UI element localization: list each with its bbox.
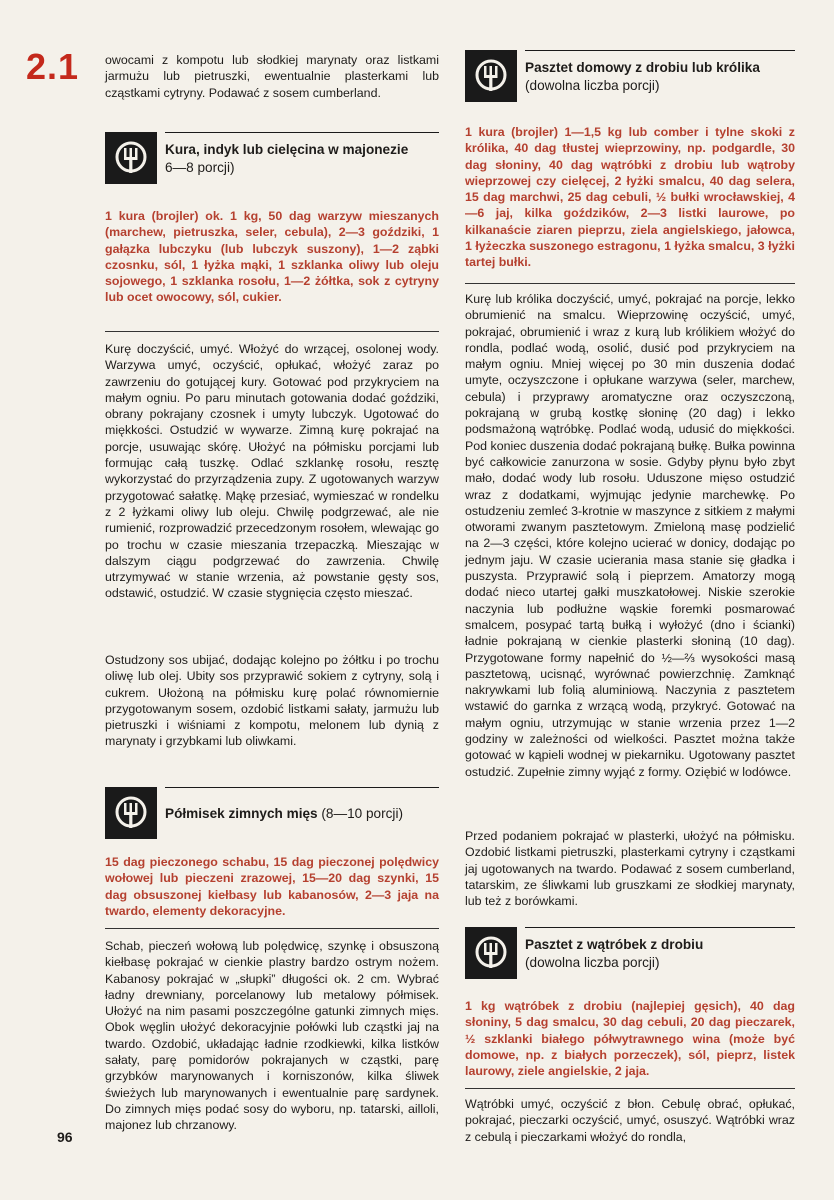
- recipe-title: Pasztet domowy z drobiu lub królika: [525, 60, 760, 75]
- recipe-method: Przed podaniem pokrajać w plasterki, ułożyć na półmisku. Ozdobić listkami pietruszki, plasterkami cytryny i cząstkami jaj ugotowanych na twardo. Podawać z sosem cumberland, tatarskim, ze śliwkami lub gruszkami ze słodkiej marynaty, lub też z borówkami.: [465, 829, 795, 909]
- fork-plate-icon: [465, 927, 517, 979]
- recipe-title: Półmisek zimnych mięs (8—10 porcji): [165, 806, 403, 821]
- recipe-method: Ostudzony sos ubijać, dodając kolejno po żółtku i po trochu oliwę lub olej. Ubity sos przyprawić sokiem z cytryny, solą i cukrem. Ułożoną na półmisku kurę polać równomiernie przygotowanym sosem, ozdobić listkami sałaty, jarmużu lub pietruszki i wiśniami z kompotu, melonem lub dynią z marynaty i grzybkami lub oliwkami.: [105, 653, 439, 749]
- recipe-header-pasztet-watrobek: [465, 927, 795, 979]
- recipe-header-polmisek: [105, 787, 439, 839]
- recipe-ingredients: 1 kura (brojler) 1—1,5 kg lub comber i tylne skoki z królika, 40 dag tłustej wieprzowiny, np. podgardle, 30 dag słoniny, 40 dag wątróbki z drobiu lub wątroby wieprzowej czy cielęcej, 2 łyżki smalcu, 40 dag selera, 15 dag marchwi, 25 dag cebuli, ½ bułki wrocławskiej, 4—6 jaj, kilka goździków, 2—3 listki laurowe, po kilkanaście ziaren pieprzu, ziela angielskiego, jałowca, 1 łyżeczka suszonego estragonu, 1 łyżka smalcu, 3 łyżki tartej bułki.: [465, 125, 795, 270]
- recipe-method: Wątróbki umyć, oczyścić z błon. Cebulę obrać, opłukać, pokrajać, pieczarki oczyścić, umyć, osuszyć. Wątróbki wraz z cebulą i pieczarkami włożyć do rondla,: [465, 1097, 795, 1144]
- recipe-title: Kura, indyk lub cielęcina w majonezie: [165, 142, 409, 157]
- section-number: 2.1: [26, 46, 80, 87]
- divider: [105, 331, 439, 332]
- recipe-servings: 6—8 porcji): [165, 160, 235, 175]
- divider: [465, 283, 795, 284]
- header-rule: [525, 927, 795, 928]
- fork-plate-icon: [465, 50, 517, 102]
- recipe-title: Pasztet z wątróbek z drobiu: [525, 937, 704, 952]
- page-number: 96: [57, 1129, 73, 1145]
- header-rule: [165, 132, 439, 133]
- fork-plate-icon: [105, 787, 157, 839]
- header-rule: [525, 50, 795, 51]
- intro-text: owocami z kompotu lub słodkiej marynaty oraz listkami jarmużu lub pietruszki, ewentualnie plasterkami lub cząstkami cytryny. Podawać z sosem cumberland.: [105, 53, 439, 100]
- divider: [105, 928, 439, 929]
- recipe-method: Schab, pieczeń wołową lub polędwicę, szynkę i obsuszoną kiełbasę pokrajać w cienkie plastry bardzo ostrym nożem. Kabanosy pokrajać w „słupki” długości ok. 2 cm. Wybrać ładny drewniany, porcelanowy lub metalowy półmisek. Ułożyć na nim pasami poszczególne gatunki zimnych mięs. Obok węglin ułożyć dekoracyjnie połówki lub cząstki jaj na twardo. Ozdobić, układając ładnie rzodkiewki, kilka listków sałaty, parę pomidorów pokrajanych w cząstki, parę grzybków marynowanych i korniszonów, kilka śliwek świeżych lub marynowanych i ewentualnie parę sardynek. Do zimnych mięs podać sosy do wyboru, np. tatarski, ailloli, majonez lub chrzanowy.: [105, 939, 439, 1133]
- recipe-servings: (dowolna liczba porcji): [525, 955, 660, 970]
- recipe-ingredients: 15 dag pieczonego schabu, 15 dag pieczonej polędwicy wołowej lub pieczeni zrazowej, 15—20 dag szynki, 15 dag obsuszonej kiełbasy lub kabanosów, 2—3 jaja na twardo, elementy dekoracyjne.: [105, 855, 439, 918]
- recipe-ingredients: 1 kg wątróbek z drobiu (najlepiej gęsich), 40 dag słoniny, 5 dag smalcu, 30 dag cebuli, 20 dag pieczarek, ½ szklanki białego półwytrawnego wina (może być domowe, np. z białych porzeczek), sól, pieprz, listek laurowy, ziele angielskie, 2 jaja.: [465, 999, 795, 1079]
- recipe-header-kura: [105, 132, 439, 184]
- fork-plate-icon: [105, 132, 157, 184]
- recipe-header-pasztet-domowy: [465, 50, 795, 102]
- recipe-servings: (dowolna liczba porcji): [525, 78, 660, 93]
- recipe-method: Kurę doczyścić, umyć. Włożyć do wrzącej, osolonej wody. Warzywa umyć, oczyścić, opłukać, włożyć zaraz po zawrzeniu do gotującej kury. Gotować pod przykryciem na małym ogniu. Po paru minutach gotowania dodać goździki, obrany pokrajany czosnek i umyty lubczyk. Ugotować do miękkości. Ostudzić w wywarze. Zimną kurę pokrajać na porcje, usuwając skórę. Ułożyć na półmisku porcjami lub formując całą tuszkę. Odlać szklankę rosołu, resztę wykorzystać do przyrządzenia zupy. Z ugotowanych warzyw przygotować sałatkę. Mąkę przesiać, wymieszać w rondelku z 2 łyżkami oliwy lub oleju. Chwilę podgrzewać, ale nie rumienić, rozprowadzić przecedzonym rosołem, wlewając go po trochu w czasie mieszania trzepaczką. Mieszając w dalszym ciągu podgrzewać do zawrzenia. Chwilę utrzymywać w stanie wrzenia, aż powstanie gęsty sos, odstawić, ostudzić. W czasie stygnięcia często mieszać.: [105, 342, 439, 601]
- header-rule: [165, 787, 439, 788]
- divider: [465, 1088, 795, 1089]
- recipe-method: Kurę lub królika doczyścić, umyć, pokrajać na porcje, lekko obrumienić na smalcu. Wieprzowinę oczyścić, umyć, pokrajać, obrumienić i wraz z kurą lub królikiem włożyć do rondla, podlać wodą, osolić, dusić pod przykryciem na małym ogniu. Mniej więcej po 30 min duszenia dodać umyte, oczyszczone i opłukane warzywa (seler, marchew, cebula) i przyprawy aromatyczne oraz oczyszczoną, pokrajaną w grubą kostkę słoninę (20 dag) i lekko podsmażoną wątróbkę. Podlać wodą, udusić do miękkości. Pod koniec duszenia dodać pokrajaną bułkę. Bułka powinna być całkowicie zanurzona w sosie. Gdyby płynu było zbyt mało, dodać wody lub rosołu. Uduszone mięso ostudzić wraz z dodatkami, wyjmując jedynie marchewkę. Po ostudzeniu zemleć 3-krotnie w maszynce z sitkiem z małymi otworami zwanym pasztetowym. Zmieloną masę podzielić na 2—3 części, które kolejno ucierać w donicy, dodając po jednym jaju. W czasie ucierania masa stanie się gładka i puszysta. Przyprawić solą i pieprzem. Amatorzy mogą dodać nieco utartej gałki muszkatołowej. Niskie szerokie naczynia lub podłużne wąskie foremki posmarować smalcem, posypać tartą bułką i wyłożyć (dno i ścianki) ładnie pokrajaną w cienkie plasterki słoniną (10 dag). Przygotowane formy napełnić do ½—⅔ wysokości masą pasztetową, ucisnąć, wyrównać powierzchnię. Zamknąć nakrywkami lub folią aluminiową. Naczynia z pasztetem wstawić do garnka z wrzącą wodą, przykryć. Gotować na małym ogniu, utrzymując w stanie wrzenia przez 1—2 godziny w zależności od wielkości. Pasztet można także gotować w kąpieli wodnej w piekarniku. Ugotowany pasztet ostudzić. Zupełnie zimny wyjąć z formy. Oziębić w lodówce.: [465, 292, 795, 779]
- recipe-ingredients: 1 kura (brojler) ok. 1 kg, 50 dag warzyw mieszanych (marchew, pietruszka, seler, cebula), 2—3 goździki, 1 gałązka lubczyku (lub lubczyk suszony), 1—2 ząbki czosnku, sól, 1 łyżka mąki, 1 szklanka oliwy lub oleju sojowego, 1 szklanka rosołu, 1—2 żółtka, sok z cytryny lub ocet owocowy, sól, cukier.: [105, 209, 439, 305]
